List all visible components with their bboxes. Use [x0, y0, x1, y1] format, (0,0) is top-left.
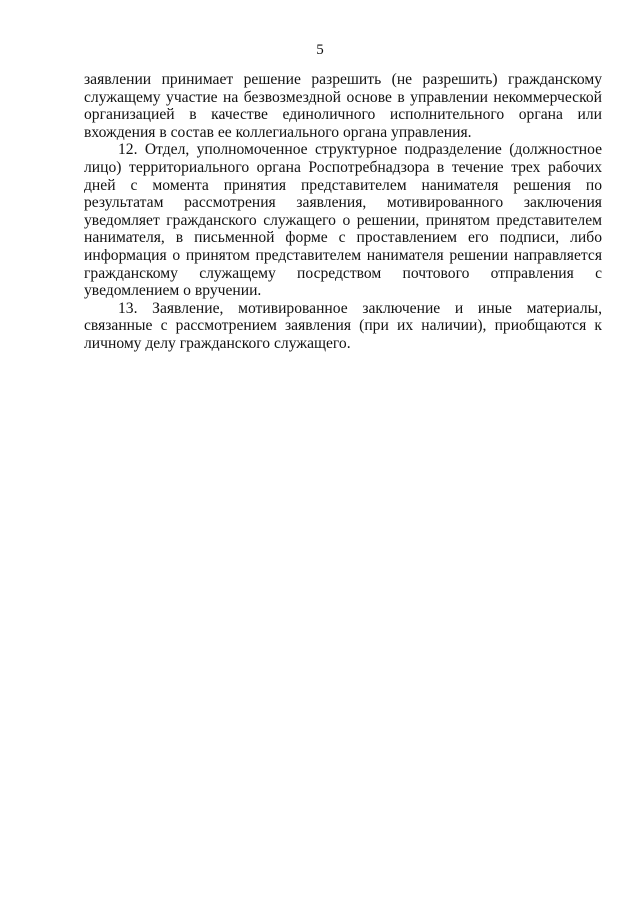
paragraph-continuation: заявлении принимает решение разрешить (не разрешить) гражданскому служащему участие на безвозмездной основе в управлении некоммерческой организацией в качестве единоличного исполнительного органа или вхождения в состав ее коллегиального органа управления. — [84, 71, 602, 141]
page-number: 5 — [316, 42, 324, 58]
document-body — [84, 71, 602, 353]
paragraph-12: 12. Отдел, уполномоченное структурное подразделение (должностное лицо) территориального органа Роспотребнадзора в течение трех рабочих дней с момента принятия представителем нанимателя решения по результатам рассмотрения заявления, мотивированного заключения уведомляет гражданского служащего о решении, принятом представителем нанимателя, в письменной форме с проставлением его подписи, либо информация о принятом представителем нанимателя решении направляется гражданскому служащему посредством почтового отправления с уведомлением о вручении. — [84, 141, 602, 300]
paragraph-13: 13. Заявление, мотивированное заключение и иные материалы, связанные с рассмотрением заявления (при их наличии), приобщаются к личному делу гражданского служащего. — [84, 299, 602, 352]
